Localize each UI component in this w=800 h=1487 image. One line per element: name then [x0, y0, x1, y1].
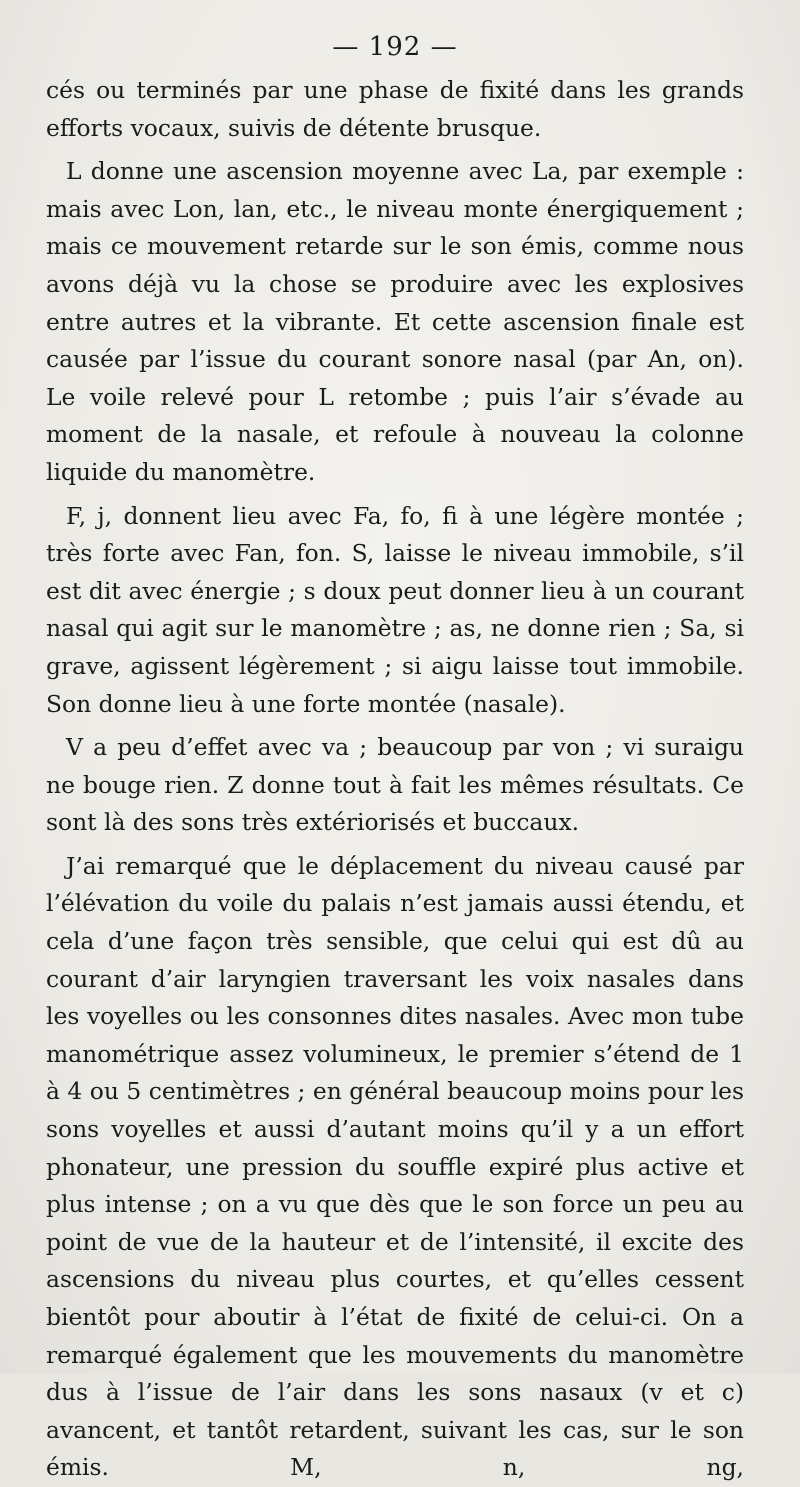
paragraph-f-j: F, j, donnent lieu avec Fa, fo, fi à une légère montée ; très forte avec Fan, fon. S, laisse le niveau immobile, s’il est dit avec énergie ; s doux peut donner lieu à un courant nasal qui agit sur le manomètre ; as, ne donne rien ; Sa, si grave, agissent légèrement ; si aigu laisse tout immobile. Son donne lieu à une forte montée (nasale). — [46, 501, 744, 718]
paragraph-remark: J’ai remarqué que le déplacement du niveau causé par l’élévation du voile du palais n’est jamais aussi étendu, et cela d’une façon très sensible, que celui qui est dû au courant d’air laryngien traversant les voix nasales dans les voyelles ou les consonnes dites nasales. Avec mon tube manométrique assez volumineux, le premier s’étend de 1 à 4 ou 5 centimètres ; en général beaucoup moins pour les sons voyelles et aussi d’autant moins qu’il y a un effort phonateur, une pression du souffle expiré plus active et plus intense ; on a vu que dès que le son force un peu au point de vue de la hauteur et de l’intensité, il excite des ascensions du niveau plus courtes, et qu’elles cessent bientôt pour aboutir à l’état de fixité de celui-ci. On a remarqué également que les mouvements du manomètre dus à l’issue de l’air dans les sons nasaux (v et c) avancent, et tantôt retardent, suivant les cas, sur le son émis. M, n, ng, — [46, 851, 744, 1482]
page-number: — 192 — — [332, 32, 458, 62]
paragraph-v: V a peu d’effet avec va ; beaucoup par von ; vi suraigu ne bouge rien. Z donne tout à fait les mêmes résultats. Ce sont là des sons très extériorisés et buccaux. — [46, 733, 744, 837]
paragraph-l: L donne une ascension moyenne avec La, par exemple : mais avec Lon, lan, etc., le niveau monte énergiquement ; mais ce mouvement retarde sur le son émis, comme nous avons déjà vu la chose se produire avec les explosives entre autres et la vibrante. Et cette ascension finale est causée par l’issue du courant sonore nasal (par An, on). Le voile relevé pour L retombe ; puis l’air s’évade au moment de la nasale, et refoule à nouveau la colonne liquide du manomètre. — [46, 157, 744, 486]
paragraph-continuation: cés ou terminés par une phase de fixité dans les grands efforts vocaux, suivis de détente brusque. — [46, 76, 744, 142]
